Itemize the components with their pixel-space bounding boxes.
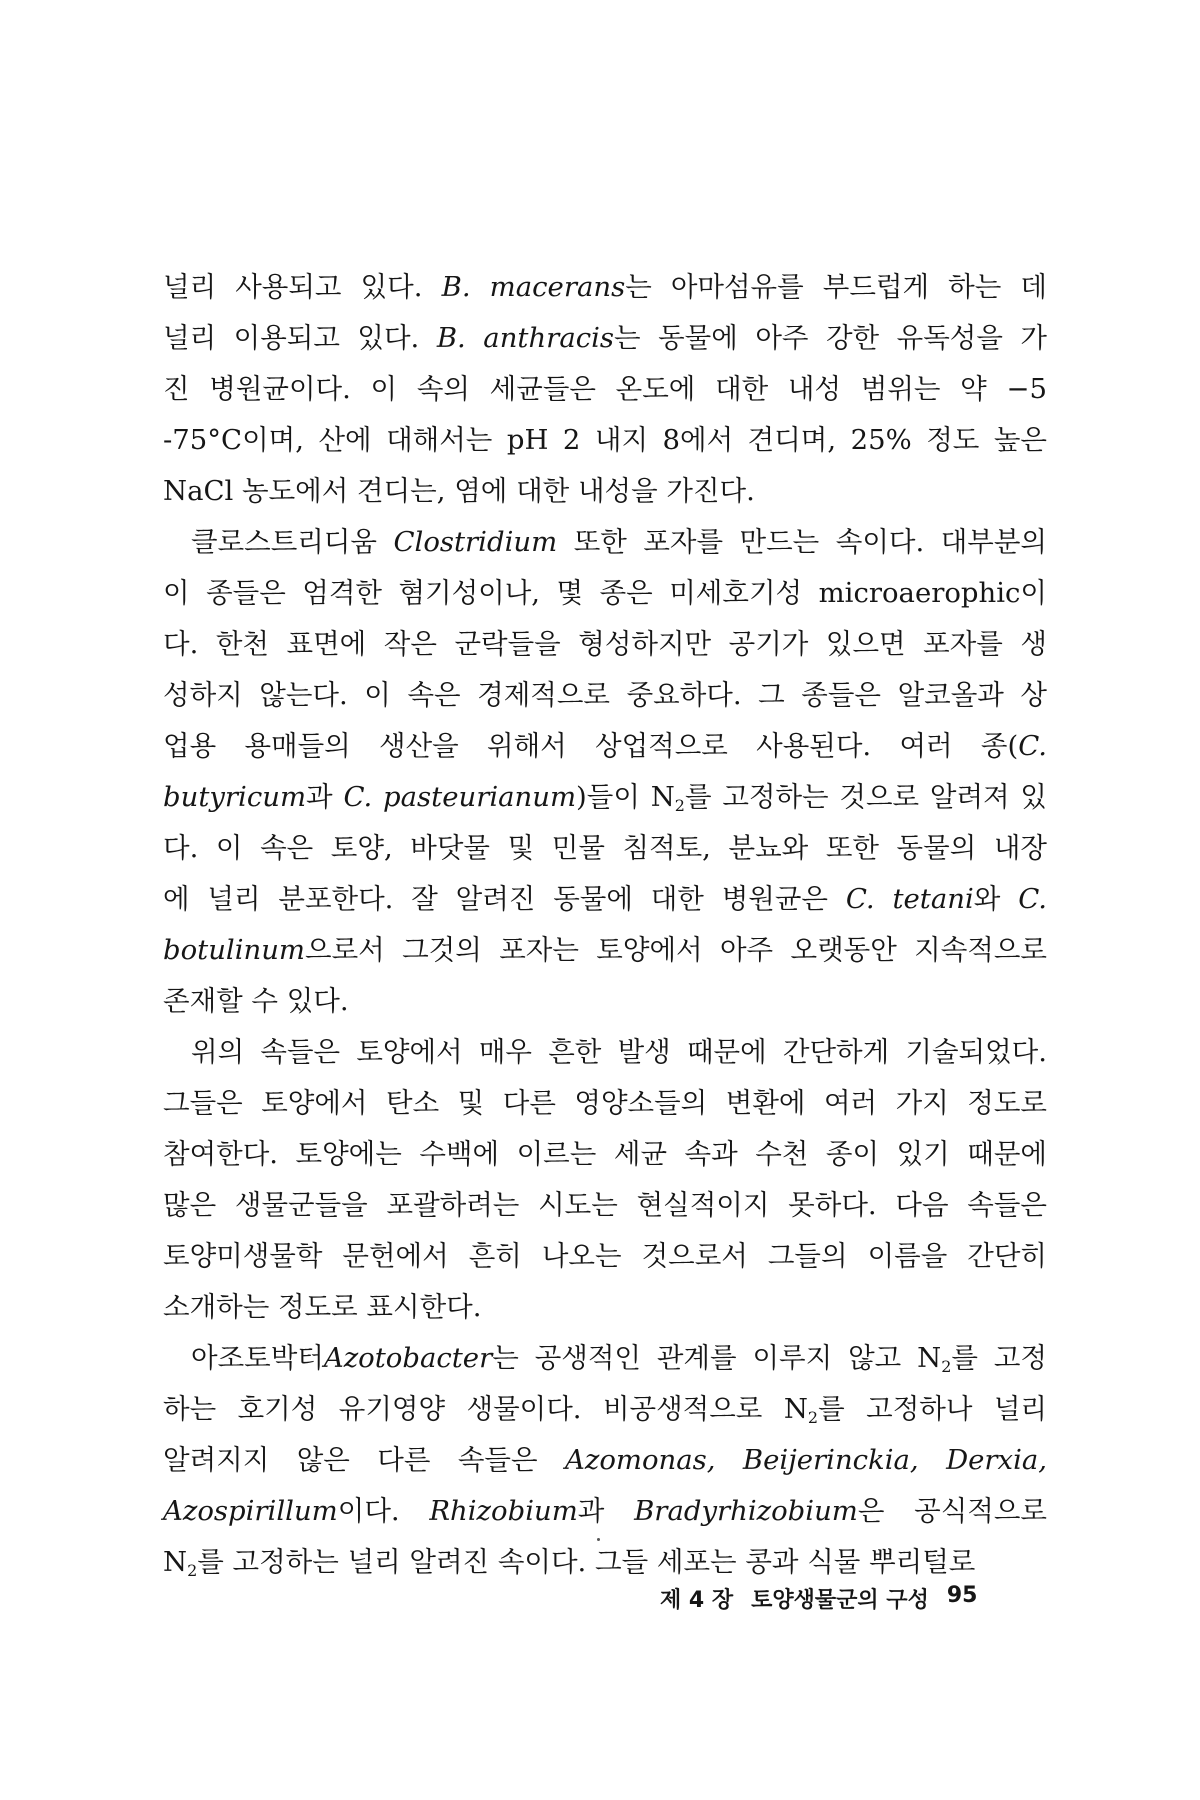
text-run: 이 종들은 엄격한 혐기성이나, 몇 종은 미세호기성 microaerophic이 <box>163 577 1047 609</box>
italic-term: C. <box>1018 730 1047 762</box>
text-line <box>163 925 1047 976</box>
text-run: NaCl 농도에서 견디는, 염에 대한 내성을 가진다. <box>163 475 755 507</box>
text-run: 를 고정 <box>951 1342 1047 1374</box>
italic-term: Azotobacter <box>323 1342 493 1374</box>
text-run: 존재할 수 있다. <box>163 985 349 1017</box>
text-line <box>163 1129 1047 1180</box>
text-line <box>163 670 1047 721</box>
print-speck <box>597 1538 600 1541</box>
text-run: 널리 사용되고 있다. <box>163 271 442 303</box>
footer-chapter: 제 4 장 <box>660 1588 734 1613</box>
text-line <box>163 823 1047 874</box>
text-line <box>163 1231 1047 1282</box>
text-line <box>163 1180 1047 1231</box>
text-line <box>163 517 1047 568</box>
italic-term: Bradyrhizobium <box>634 1495 858 1527</box>
text-run: 소개하는 정도로 표시한다. <box>163 1291 482 1323</box>
text-run: 는 공생적인 관계를 이루지 않고 N <box>492 1342 942 1374</box>
text-line <box>163 262 1047 313</box>
text-run: 많은 생물군들을 포괄하려는 시도는 현실적이지 못하다. 다음 속들은 <box>163 1189 1047 1221</box>
italic-term: B. macerans <box>441 271 626 303</box>
text-run: 다. 한천 표면에 작은 군락들을 형성하지만 공기가 있으면 포자를 생 <box>163 628 1047 660</box>
text-line <box>163 874 1047 925</box>
page-number: 95 <box>946 1583 978 1608</box>
text-run: 를 고정하는 것으로 알려져 있 <box>684 781 1047 813</box>
paragraph <box>163 262 1047 517</box>
text-run: -75°C이며, 산에 대해서는 pH 2 내지 8에서 견디며, 25% 정도 높은 <box>163 424 1047 456</box>
text-run: 과 <box>306 781 344 813</box>
text-line <box>163 415 1047 466</box>
italic-term: C. tetani <box>845 883 974 915</box>
italic-term: botulinum <box>163 934 306 966</box>
italic-term: Azomonas, Beijerinckia, Derxia, <box>564 1444 1047 1476</box>
text-run: 성하지 않는다. 이 속은 경제적으로 중요하다. 그 종들은 알코올과 상 <box>163 679 1047 711</box>
footer-title: 토양생물군의 구성 <box>751 1588 929 1613</box>
text-run: 아조토박터 <box>191 1342 324 1374</box>
text-line <box>163 1333 1047 1384</box>
text-run: 알려지지 않은 다른 속들은 <box>163 1444 565 1476</box>
text-run: 참여한다. 토양에는 수백에 이르는 세균 속과 수천 종이 있기 때문에 <box>163 1138 1047 1170</box>
body-text <box>163 262 1047 1588</box>
text-line <box>163 313 1047 364</box>
text-run: 그들은 토양에서 탄소 및 다른 영양소들의 변환에 여러 가지 정도로 <box>163 1087 1047 1119</box>
italic-term: Azospirillum <box>163 1495 338 1527</box>
text-run: 널리 이용되고 있다. <box>163 322 437 354</box>
italic-term: Rhizobium <box>429 1495 578 1527</box>
text-line <box>163 721 1047 772</box>
text-line <box>163 1486 1047 1537</box>
italic-term: Clostridium <box>393 526 558 558</box>
subscript: 2 <box>941 1357 952 1376</box>
text-line <box>163 1384 1047 1435</box>
text-run: 업용 용매들의 생산을 위해서 상업적으로 사용된다. 여러 종( <box>163 730 1019 762</box>
text-run: 위의 속들은 토양에서 매우 흔한 발생 때문에 간단하게 기술되었다. <box>191 1036 1047 1068</box>
running-footer <box>660 1583 1040 1614</box>
italic-term: C. pasteurianum <box>343 781 577 813</box>
italic-term: C. <box>1018 883 1047 915</box>
paragraph <box>163 1333 1047 1588</box>
text-line <box>163 772 1047 823</box>
text-run: 또한 포자를 만드는 속이다. 대부분의 <box>557 526 1047 558</box>
text-run: 클로스트리디움 <box>191 526 394 558</box>
text-line <box>163 466 1047 517</box>
text-line <box>163 1282 1047 1333</box>
subscript: 2 <box>187 1561 198 1580</box>
text-run: 진 병원균이다. 이 속의 세균들은 온도에 대한 내성 범위는 약 −5 <box>163 373 1047 405</box>
text-run: 는 아마섬유를 부드럽게 하는 데 <box>625 271 1047 303</box>
text-line <box>163 364 1047 415</box>
text-run: )들이 N <box>576 781 675 813</box>
text-run: 이다. <box>337 1495 430 1527</box>
text-line <box>163 1537 1047 1588</box>
subscript: 2 <box>674 796 685 815</box>
text-run: 하는 호기성 유기영양 생물이다. 비공생적으로 N <box>163 1393 808 1425</box>
italic-term: B. anthracis <box>436 322 615 354</box>
text-run: 를 고정하는 널리 알려진 속이다. 그들 세포는 콩과 식물 뿌리털로 <box>197 1546 976 1578</box>
text-run: 다. 이 속은 토양, 바닷물 및 민물 침적토, 분뇨와 또한 동물의 내장 <box>163 832 1047 864</box>
text-run: N <box>163 1546 188 1578</box>
subscript: 2 <box>807 1408 819 1427</box>
text-run: 토양미생물학 문헌에서 흔히 나오는 것으로서 그들의 이름을 간단히 <box>163 1240 1047 1272</box>
text-line <box>163 619 1047 670</box>
text-run: 와 <box>973 883 1019 915</box>
text-line <box>163 1435 1047 1486</box>
text-run: 과 <box>577 1495 635 1527</box>
text-line <box>163 1078 1047 1129</box>
paragraph <box>163 1027 1047 1333</box>
text-run: 은 공식적으로 <box>857 1495 1047 1527</box>
text-run: 는 동물에 아주 강한 유독성을 가 <box>614 322 1047 354</box>
italic-term: butyricum <box>163 781 307 813</box>
text-line <box>163 1027 1047 1078</box>
text-line <box>163 568 1047 619</box>
text-run: 에 널리 분포한다. 잘 알려진 동물에 대한 병원균은 <box>163 883 846 915</box>
text-run: 를 고정하나 널리 <box>818 1393 1047 1425</box>
text-run: 으로서 그것의 포자는 토양에서 아주 오랫동안 지속적으로 <box>305 934 1047 966</box>
paragraph <box>163 517 1047 1027</box>
text-line <box>163 976 1047 1027</box>
